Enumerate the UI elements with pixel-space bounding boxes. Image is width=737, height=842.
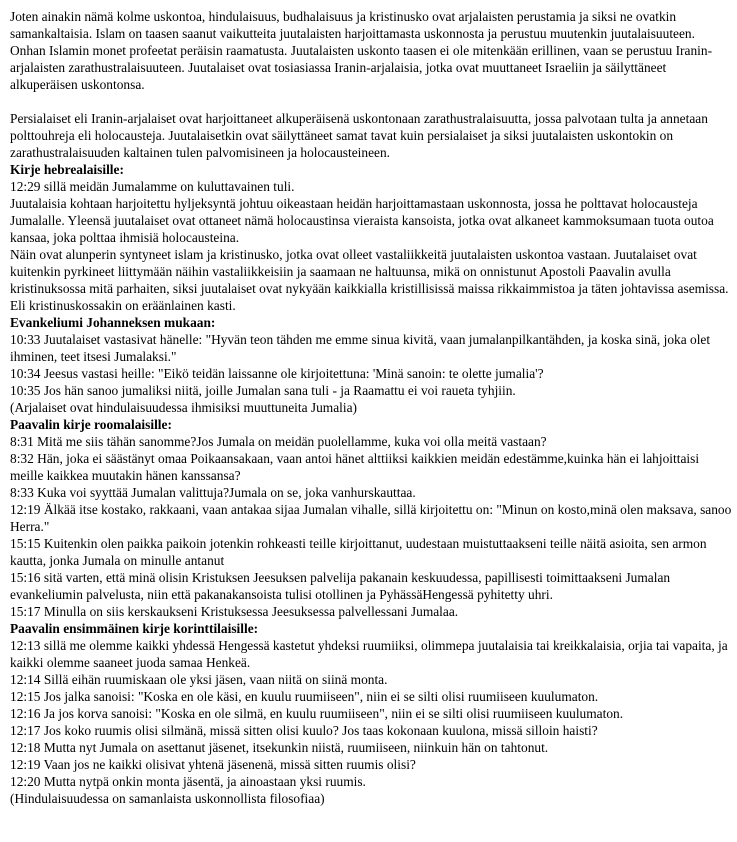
john-heading: Evankeliumi Johanneksen mukaan: (10, 315, 216, 330)
verse-line: 15:16 sitä varten, että minä olisin Kristuksen Jeesuksen palvelija pakanain keskuudessa, papillisesti toimittaakseni Jumalan evankeliumin palvelusta, niin että pakanakansoista tulisi otollinen ja PyhässäHengessä pyhitetty uhri. (10, 570, 671, 602)
verse-line: 10:34 Jeesus vastasi heille: "Eikö teidän laissanne ole kirjoitettuna: 'Minä sanoin: te olette jumalia'? (10, 366, 544, 381)
commentary-line: (Hindulaisuudessa on samanlaista uskonnollista filosofiaa) (10, 791, 325, 806)
verse-line: 12:13 sillä me olemme kaikki yhdessä Hengessä kastetut yhdeksi ruumiiksi, olimmepa juutalaisia tai kreikkalaisia, orjia tai vapaita, ja kaikki olemme saaneet juoda samaa Henkeä. (10, 638, 728, 670)
hebrews-verse: 12:29 sillä meidän Jumalamme on kuluttavainen tuli. (10, 179, 295, 194)
verse-line: 10:35 Jos hän sanoo jumaliksi niitä, joille Jumalan sana tuli - ja Raamattu ei voi raueta tyhjiin. (10, 383, 516, 398)
hebrews-heading: Kirje hebrealaisille: (10, 162, 124, 177)
intro-paragraph-1: Joten ainakin nämä kolme uskontoa, hindulaisuus, budhalaisuus ja kristinusko ovat arjalaisten perustamia ja siksi ne ovatkin samankaltaisia. Islam on taasen saanut vaikutteita juutalaisten harjoittamasta uskonnosta ja perustuu muutenkin juutalaisuuteen. Onhan Islamin monet profeetat peräisin raamatusta. Juutalaisten uskonto taasen ei ole mitenkään erillinen, vaan se perustuu Iranin-arjalaisten zarathustralaisuuteen. Juutalaiset ovat tosiasiassa Iranin-arjalaisia, jotka ovat muuttaneet Israeliin ja säilyttäneet alkuperäisen uskontonsa. (10, 9, 713, 92)
verse-line: 8:31 Mitä me siis tähän sanomme?Jos Jumala on meidän puolellamme, kuka voi olla meitä vastaan? (10, 434, 547, 449)
verse-line: 12:20 Mutta nytpä onkin monta jäsentä, ja ainoastaan yksi ruumis. (10, 774, 366, 789)
verse-line: 8:33 Kuka voi syyttää Jumalan valittuja?Jumala on se, joka vanhurskauttaa. (10, 485, 416, 500)
corinthians-heading: Paavalin ensimmäinen kirje korinttilaisille: (10, 621, 259, 636)
verse-line: 15:15 Kuitenkin olen paikka paikoin jotenkin rohkeasti teille kirjoittanut, uudestaan muistuttaakseni teille näitä asioita, sen armon kautta, jonka Jumala on minulle antanut (10, 536, 707, 568)
verse-line: 12:19 Älkää itse kostako, rakkaani, vaan antakaa sijaa Jumalan vihalle, sillä kirjoitettu on: "Minun on kosto,minä olen maksava, sanoo Herra." (10, 502, 732, 534)
verse-line: 8:32 Hän, joka ei säästänyt omaa Poikaansakaan, vaan antoi hänet alttiiksi kaikkien meidän edestämme,kuinka hän ei lahjoittaisi meille kaikkea muutakin hänen kanssansa? (10, 451, 700, 483)
verse-line: 12:15 Jos jalka sanoisi: "Koska en ole käsi, en kuulu ruumiiseen", niin ei se silti olisi ruumiiseen kuulumaton. (10, 689, 599, 704)
verse-line: 12:18 Mutta nyt Jumala on asettanut jäsenet, itsekunkin niistä, ruumiiseen, niinkuin hän on tahtonut. (10, 740, 549, 755)
intro-paragraph-2: Persialaiset eli Iranin-arjalaiset ovat harjoittaneet alkuperäisenä uskontonaan zarathustralaisuutta, jossa palvotaan tulta ja annetaan polttouhreja eli holocausteja. Juutalaisetkin ovat säilyttäneet samat tavat kuin persialaiset ja siksi juutalaisten uskontokin on zarathustralaisuuden kaltainen tulen palvomisineen ja holocausteineen. (10, 111, 708, 160)
romans-verses (10, 433, 734, 620)
verse-line: 10:33 Juutalaiset vastasivat hänelle: "Hyvän teon tähden me emme sinua kivitä, vaan jumalanpilkantähden, ja koska sinä, joka olet ihminen, teet itsesi Jumalaksi." (10, 332, 711, 364)
romans-heading: Paavalin kirje roomalaisille: (10, 417, 172, 432)
verse-line: 12:19 Vaan jos ne kaikki olisivat yhtenä jäsenenä, missä sitten ruumis olisi? (10, 757, 416, 772)
middle-paragraph-2: Näin ovat alunperin syntyneet islam ja kristinusko, jotka ovat olleet vastaliikkeitä juutalaisten uskontoa vastaan. Juutalaiset ovat kuitenkin pyrkineet liittymään näihin vastaliikkeisiin ja saamaan ne haltuunsa, mikä on onnistunut Apostoli Paavalin avulla kristinuksossa mitä parhaiten, siksi juutalaiset ovat nykyään kaikkialla kristillisissä maissa rikkaimmistoa ja täten johtavissa asemissa. Eli kristinuskossakin on eräänlainen kasti. (10, 247, 729, 313)
verse-line: 12:16 Ja jos korva sanoisi: "Koska en ole silmä, en kuulu ruumiiseen", niin ei se silti olisi ruumiiseen kuulumaton. (10, 706, 624, 721)
corinthians-verses (10, 637, 734, 807)
middle-paragraph-1: Juutalaisia kohtaan harjoitettu hyljeksyntä johtuu oikeastaan heidän harjoittamastaan uskonnosta, jossa he polttavat holocausteja Jumalalle. Yleensä juutalaiset ovat ottaneet nämä holocaustinsa vieraista kansoista, jotka ovat alkaneet kammoksumaan tuota outoa kansaa, joka polttaa ihmisiä holocausteina. (10, 196, 714, 245)
john-verses (10, 331, 734, 416)
verse-line: 15:17 Minulla on siis kerskaukseni Kristuksessa Jeesuksessa palvellessani Jumalaa. (10, 604, 459, 619)
commentary-line: (Arjalaiset ovat hindulaisuudessa ihmisiksi muuttuneita Jumalia) (10, 400, 357, 415)
verse-line: 12:14 Sillä eihän ruumiskaan ole yksi jäsen, vaan niitä on siinä monta. (10, 672, 388, 687)
verse-line: 12:17 Jos koko ruumis olisi silmänä, missä sitten olisi kuulo? Jos taas kokonaan kuulona, missä silloin haisti? (10, 723, 598, 738)
